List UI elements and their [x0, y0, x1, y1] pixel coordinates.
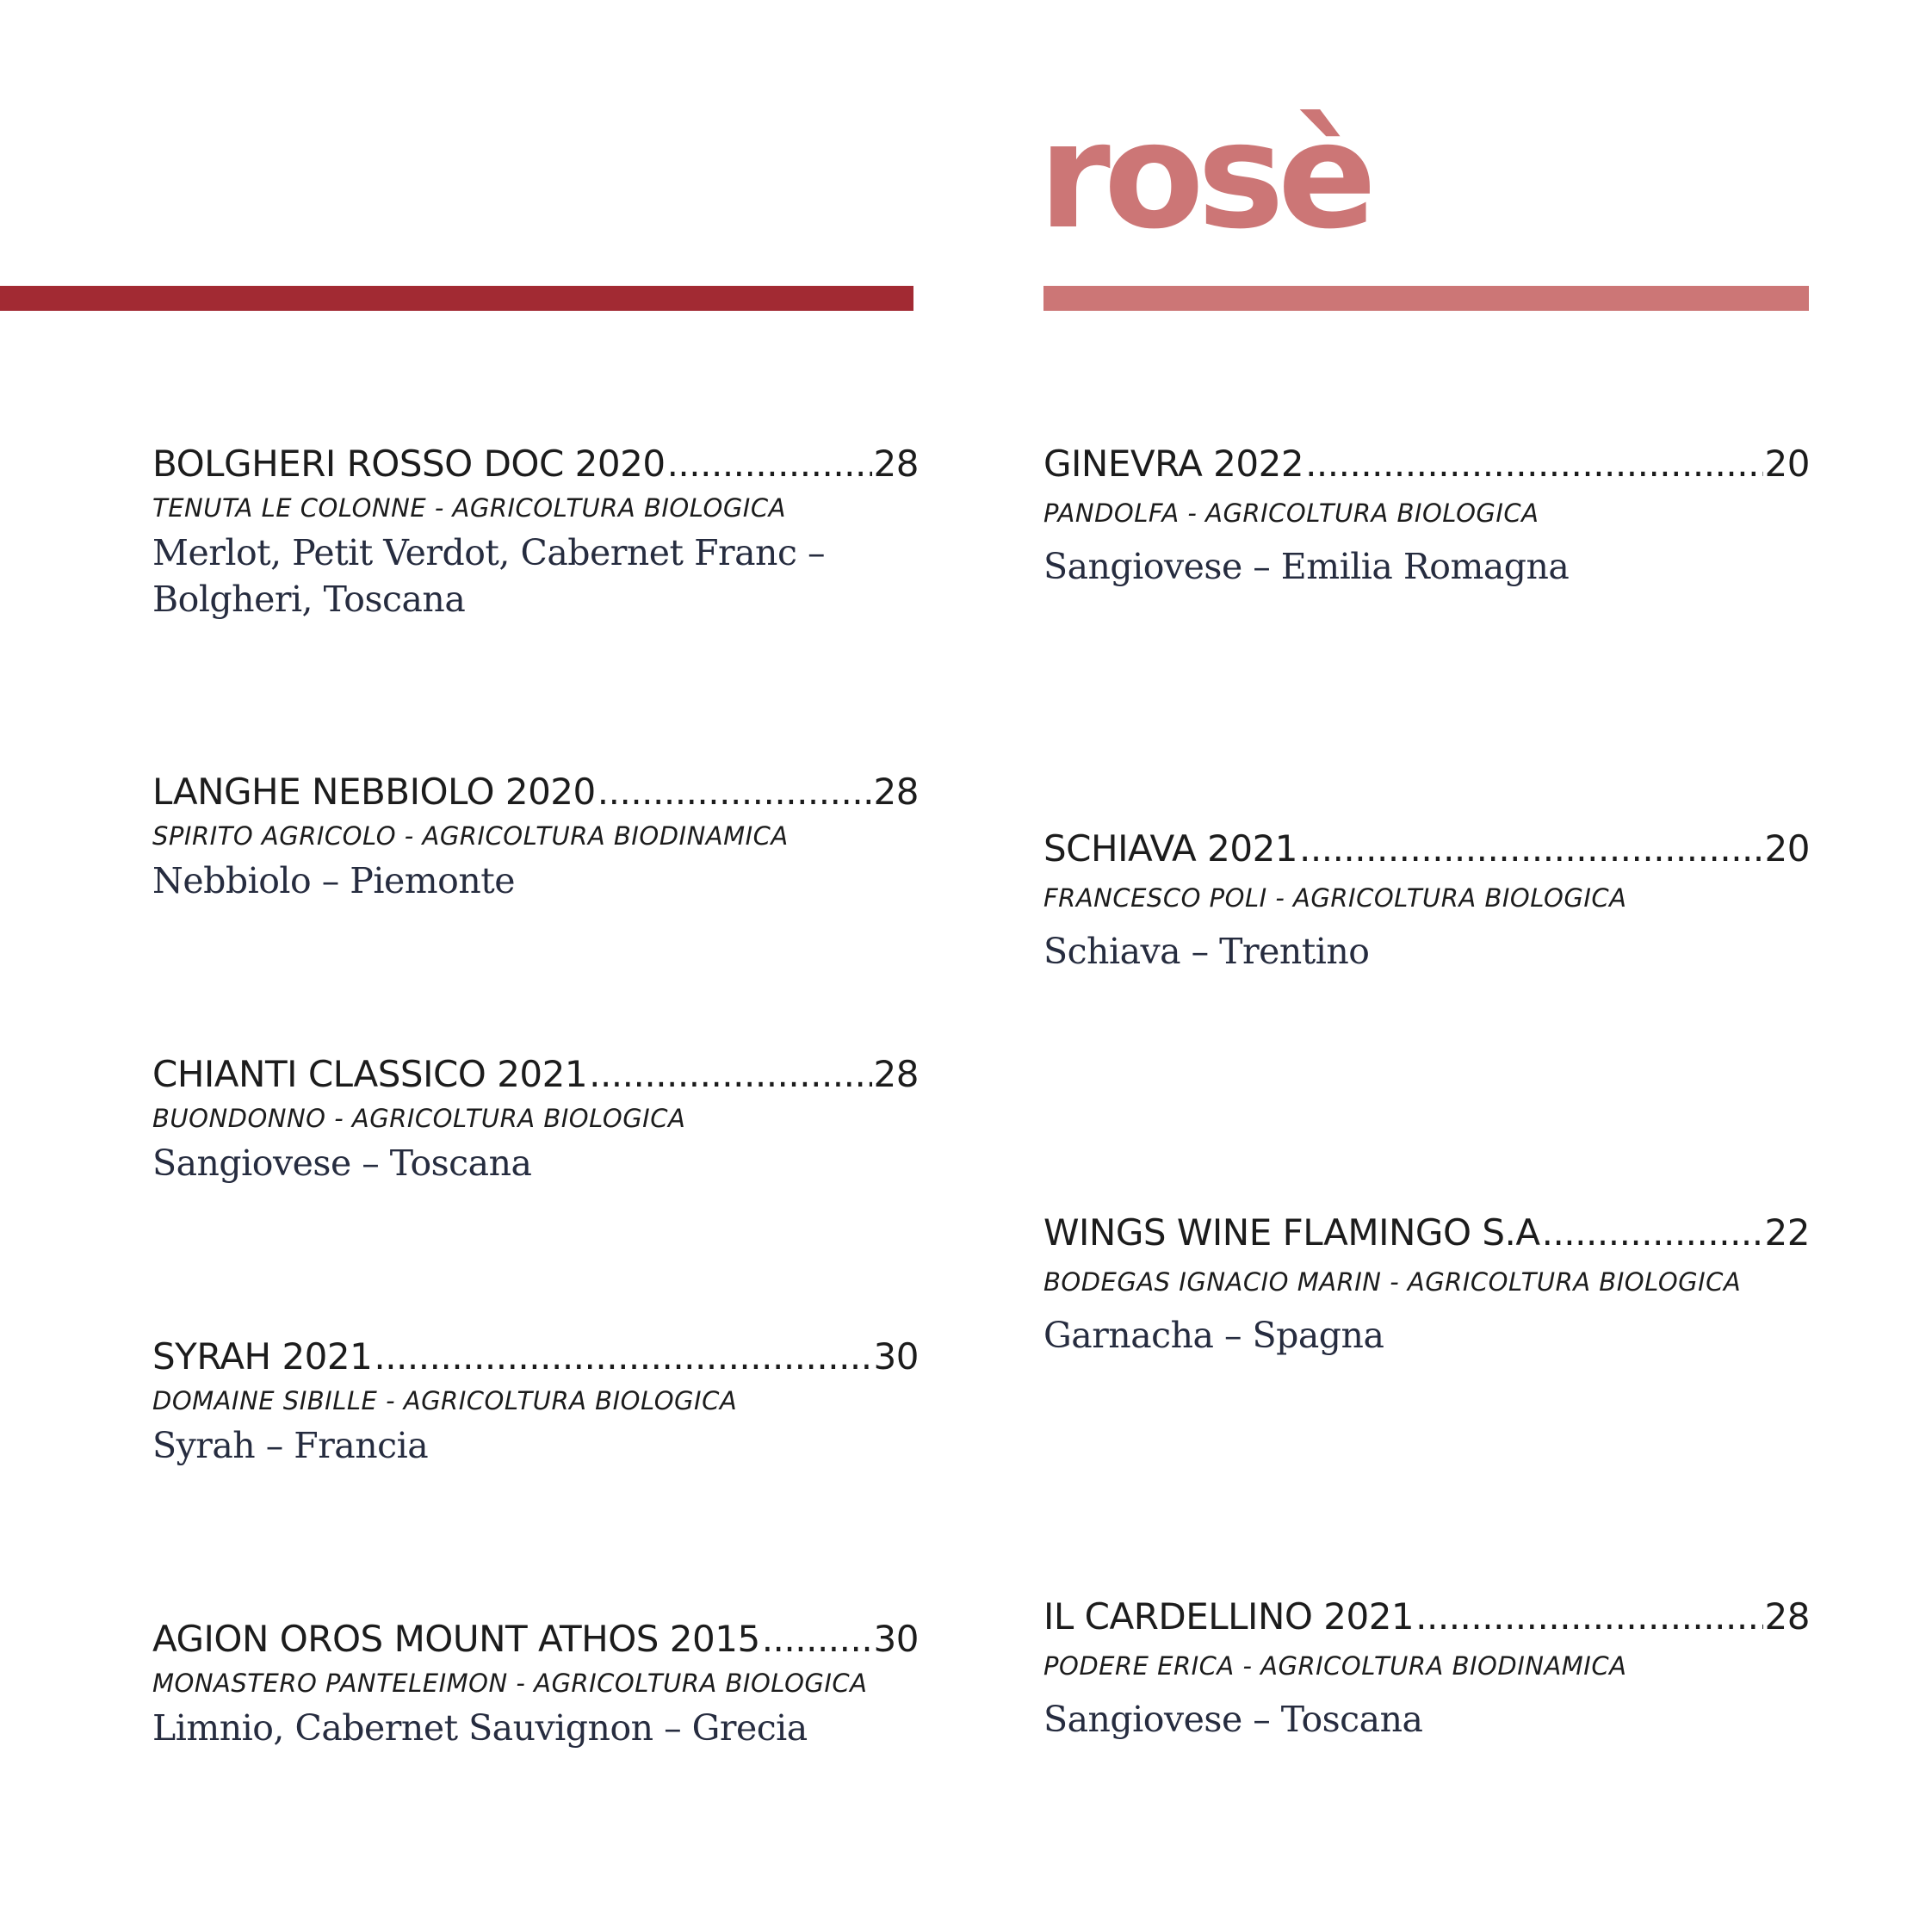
wine-name: SCHIAVA 2021 [1043, 827, 1298, 870]
wine-grapes-region: Schiava – Trentino [1043, 931, 1370, 973]
wine-price: 30 [873, 1335, 919, 1378]
wine-name: IL CARDELLINO 2021 [1043, 1595, 1415, 1638]
wine-producer: PANDOLFA - AGRICOLTURA BIOLOGICA [1043, 498, 1539, 529]
wine-price: 28 [873, 771, 919, 813]
dot-leader [589, 1054, 871, 1095]
wine-name: BOLGHERI ROSSO DOC 2020 [152, 443, 666, 485]
wine-title-row [1043, 828, 1810, 870]
wine-price: 28 [873, 1053, 919, 1095]
wine-grapes-region: Sangiovese – Emilia Romagna [1043, 546, 1570, 588]
wine-entry [152, 443, 919, 623]
right-divider-bar [1043, 286, 1809, 311]
dot-leader [1305, 443, 1762, 485]
wine-producer: MONASTERO PANTELEIMON - AGRICOLTURA BIOLOGICA [152, 1669, 868, 1699]
wine-name: AGION OROS MOUNT ATHOS 2015 [152, 1618, 760, 1660]
wine-grapes-region: Nebbiolo – Piemonte [152, 860, 515, 902]
wine-price: 30 [873, 1618, 919, 1660]
wine-producer: DOMAINE SIBILLE - AGRICOLTURA BIOLOGICA [152, 1386, 738, 1416]
wine-price: 22 [1764, 1211, 1810, 1254]
left-divider-bar [0, 286, 913, 311]
wine-grapes-region: Syrah – Francia [152, 1425, 429, 1467]
wine-title-row [152, 443, 919, 485]
wine-entry [1043, 443, 1810, 590]
wine-entry [152, 1336, 919, 1469]
wine-producer: TENUTA LE COLONNE - AGRICOLTURA BIOLOGICA [152, 493, 786, 523]
wine-name: LANGHE NEBBIOLO 2020 [152, 771, 596, 813]
wine-entry [152, 771, 919, 904]
wine-grapes-region: Limnio, Cabernet Sauvignon – Grecia [152, 1707, 808, 1749]
wine-title-row [152, 1619, 919, 1660]
wine-price: 28 [1764, 1595, 1810, 1638]
wine-entry [152, 1619, 919, 1751]
wine-producer: BUONDONNO - AGRICOLTURA BIOLOGICA [152, 1104, 686, 1134]
wine-grapes-region: Garnacha – Spagna [1043, 1315, 1384, 1357]
wine-entry [1043, 1212, 1810, 1359]
wine-producer: FRANCESCO POLI - AGRICOLTURA BIOLOGICA [1043, 883, 1627, 913]
wine-title-row [1043, 1596, 1810, 1638]
wine-producer: BODEGAS IGNACIO MARIN - AGRICOLTURA BIOLOGICA [1043, 1267, 1742, 1297]
wine-title-row [1043, 443, 1810, 485]
dot-leader [1415, 1596, 1762, 1638]
dot-leader [598, 771, 872, 813]
wine-name: WINGS WINE FLAMINGO S.A [1043, 1211, 1540, 1254]
dot-leader [1542, 1212, 1763, 1254]
wine-name: CHIANTI CLASSICO 2021 [152, 1053, 588, 1095]
wine-grapes-region: Merlot, Petit Verdot, Cabernet Franc – Bolgheri, Toscana [152, 532, 825, 621]
wine-title-row [152, 771, 919, 813]
wine-grapes-region: Sangiovese – Toscana [152, 1142, 532, 1185]
dot-leader [374, 1336, 871, 1378]
wine-title-row [152, 1336, 919, 1378]
wine-entry [152, 1054, 919, 1186]
dot-leader [762, 1619, 872, 1660]
dot-leader [667, 443, 872, 485]
wine-grapes-region: Sangiovese – Toscana [1043, 1699, 1423, 1741]
section-title-rose: rosè [1038, 91, 1371, 262]
wine-name: SYRAH 2021 [152, 1335, 373, 1378]
dot-leader [1299, 828, 1763, 870]
wine-price: 28 [873, 443, 919, 485]
wine-price: 20 [1764, 443, 1810, 485]
wine-entry [1043, 1596, 1810, 1743]
wine-producer: SPIRITO AGRICOLO - AGRICOLTURA BIODINAMICA [152, 821, 789, 851]
wine-title-row [1043, 1212, 1810, 1254]
wine-title-row [152, 1054, 919, 1095]
wine-entry [1043, 828, 1810, 975]
wine-name: GINEVRA 2022 [1043, 443, 1304, 485]
wine-price: 20 [1764, 827, 1810, 870]
wine-producer: PODERE ERICA - AGRICOLTURA BIODINAMICA [1043, 1651, 1627, 1681]
